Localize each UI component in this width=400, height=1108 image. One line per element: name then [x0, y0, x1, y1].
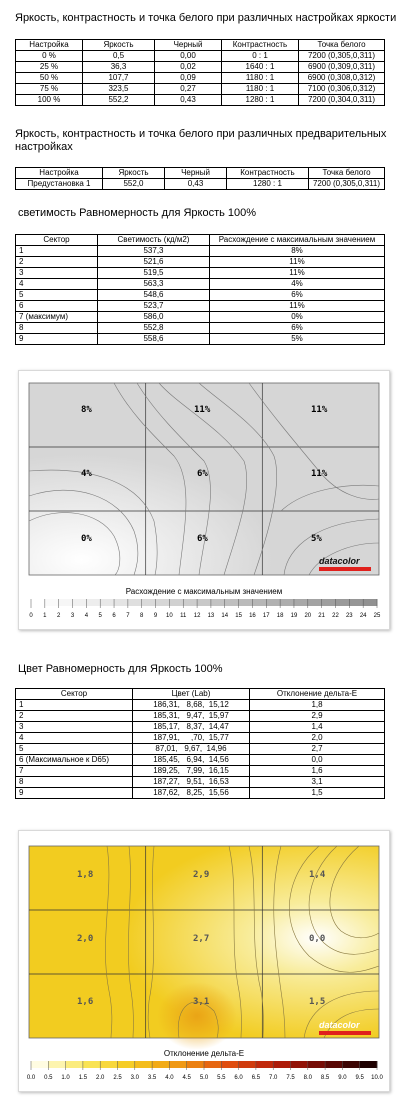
cell: 187,27, 9,51, 16,53: [133, 777, 250, 788]
cell: 1,4: [250, 722, 385, 733]
scale-swatch: [308, 599, 322, 606]
cell: 523,7: [98, 301, 210, 312]
cell: 1,8: [250, 700, 385, 711]
cell: 4: [16, 733, 133, 744]
table-row: [16, 279, 385, 290]
scale-swatch: [239, 599, 253, 606]
cell: 0,27: [155, 84, 222, 95]
scale-label: Отклонение дельта-E: [163, 1049, 245, 1058]
scale-swatch: [197, 599, 211, 606]
sector-value: 11%: [311, 469, 328, 479]
table-row: [16, 179, 385, 190]
section1-title: Яркость, контрастность и точка белого при различных настройках яркости: [15, 12, 397, 24]
table-row: [16, 711, 385, 722]
cell: 187,62, 8,25, 15,56: [133, 788, 250, 799]
cell: 87,01, 9,67, 14,96: [133, 744, 250, 755]
cell: 7200 (0,305,0,311): [299, 51, 385, 62]
col-header: Точка белого: [309, 168, 385, 179]
cell: 563,3: [98, 279, 210, 290]
scale-swatch: [256, 1061, 274, 1068]
cell: 2,9: [250, 711, 385, 722]
sector-value: 2,0: [77, 934, 94, 944]
scale-swatch: [66, 1061, 84, 1068]
scale-tick-label: 19: [290, 613, 298, 619]
scale-tick-label: 5.5: [217, 1075, 226, 1081]
cell: 0%: [210, 312, 385, 323]
sector-value: 6%: [197, 469, 208, 479]
scale-swatch: [335, 599, 349, 606]
scale-swatch: [273, 1061, 291, 1068]
table-row: [16, 755, 385, 766]
col-header: Настройка: [16, 40, 83, 51]
cell: 6%: [210, 290, 385, 301]
cell: 6900 (0,308,0,312): [299, 73, 385, 84]
sector-value: 3,1: [193, 997, 210, 1007]
scale-tick-label: 25: [373, 613, 381, 619]
logo-text: datacolor: [319, 556, 360, 566]
logo-bar: [319, 567, 371, 571]
cell: 7200 (0,305,0,311): [309, 179, 385, 190]
scale-tick-label: 7: [126, 613, 130, 619]
scale-swatch: [183, 599, 197, 606]
brightness-table: [15, 39, 385, 106]
scale-swatch: [252, 599, 266, 606]
section3-title: светимость Равномерность для Яркость 100%: [18, 207, 257, 219]
cell: 323,5: [83, 84, 155, 95]
scale-tick-label: 10.0: [371, 1075, 383, 1081]
cell: 558,6: [98, 334, 210, 345]
scale-tick-label: 2.0: [96, 1075, 105, 1081]
color-table: [15, 688, 385, 799]
scale-tick-label: 12: [193, 613, 201, 619]
sector-value: 1,6: [77, 997, 94, 1007]
col-header: Светимость (кд/м2): [98, 235, 210, 246]
sector-value: 11%: [311, 405, 328, 415]
cell: 0,0: [250, 755, 385, 766]
col-header: Цвет (Lab): [133, 689, 250, 700]
scale-swatch: [45, 599, 59, 606]
scale-tick-label: 3.0: [130, 1075, 139, 1081]
scale-tick-label: 16: [249, 613, 256, 619]
cell: 6 (Максимальное к D65): [16, 755, 133, 766]
cell: 7100 (0,306,0,312): [299, 84, 385, 95]
scale-swatch: [31, 1061, 49, 1068]
table-row: [16, 51, 385, 62]
cell: 5%: [210, 334, 385, 345]
cell: 1640 : 1: [222, 62, 299, 73]
table-row: [16, 290, 385, 301]
logo-bar: [319, 1031, 371, 1035]
cell: 0,09: [155, 73, 222, 84]
luminance-table: [15, 234, 385, 345]
cell: 1: [16, 246, 98, 257]
cell: 519,5: [98, 268, 210, 279]
scale-tick-label: 3: [70, 613, 75, 619]
cell: 0,00: [155, 51, 222, 62]
col-header: Яркость: [83, 40, 155, 51]
scale-tick-label: 8.0: [303, 1075, 312, 1081]
section4-title: Цвет Равномерность для Яркость 100%: [18, 663, 223, 675]
cell: 3: [16, 268, 98, 279]
scale-swatch: [363, 599, 377, 606]
col-header: Черный: [165, 168, 227, 179]
col-header: Сектор: [16, 689, 133, 700]
cell: 521,6: [98, 257, 210, 268]
color-scale: [19, 1061, 389, 1087]
cell: 185,45, 6,94, 14,56: [133, 755, 250, 766]
scale-tick-label: 13: [207, 613, 215, 619]
scale-swatch: [118, 1061, 136, 1068]
scale-label: Расхождение с максимальным значением: [125, 587, 283, 596]
scale-tick-label: 0: [29, 613, 33, 619]
scale-tick-label: 9: [153, 613, 158, 619]
scale-tick-label: 1.5: [78, 1075, 88, 1081]
cell: 586,0: [98, 312, 210, 323]
col-header: Контрастность: [222, 40, 299, 51]
scale-tick-label: 14: [221, 613, 229, 619]
cell: 11%: [210, 268, 385, 279]
scale-swatch: [135, 1061, 153, 1068]
scale-swatch: [325, 1061, 343, 1068]
table-row: [16, 62, 385, 73]
cell: 0,02: [155, 62, 222, 73]
scale-tick-label: 5: [98, 613, 102, 619]
cell: 6900 (0,309,0,311): [299, 62, 385, 73]
col-header: Настройка: [16, 168, 103, 179]
cell: 1,6: [250, 766, 385, 777]
scale-swatch: [73, 599, 87, 606]
scale-tick-label: 2.5: [113, 1075, 122, 1081]
scale-tick-label: 20: [304, 613, 312, 619]
table-row: [16, 84, 385, 95]
scale-swatch: [294, 599, 308, 606]
scale-tick-label: 9.5: [355, 1075, 364, 1081]
scale-tick-label: 4: [84, 613, 89, 619]
sector-value: 8%: [81, 405, 92, 415]
cell: 11%: [210, 257, 385, 268]
scale-swatch: [239, 1061, 257, 1068]
scale-tick-label: 1.0: [61, 1075, 70, 1081]
scale-swatch: [128, 599, 142, 606]
preset-table: [15, 167, 385, 190]
col-header: Черный: [155, 40, 222, 51]
cell: 186,31, 8,68, 15,12: [133, 700, 250, 711]
scale-tick-label: 11: [180, 613, 187, 619]
table-row: [16, 744, 385, 755]
cell: 4: [16, 279, 98, 290]
cell: 8%: [210, 246, 385, 257]
scale-swatch: [280, 599, 294, 606]
table-row: [16, 246, 385, 257]
cell: 185,31, 9,47, 15,97: [133, 711, 250, 722]
scale-swatch: [221, 1061, 239, 1068]
cell: 7: [16, 766, 133, 777]
scale-tick-label: 18: [276, 613, 284, 619]
cell: 185,17, 8,37, 14,47: [133, 722, 250, 733]
scale-swatch: [100, 599, 114, 606]
scale-tick-label: 1: [43, 613, 47, 619]
scale-tick-label: 7.0: [269, 1075, 278, 1081]
cell: 8: [16, 323, 98, 334]
scale-swatch: [349, 599, 363, 606]
sector-value: 5%: [311, 534, 322, 544]
sector-value: 0%: [81, 534, 92, 544]
scale-tick-label: 8: [140, 613, 144, 619]
section2-title-line1: Яркость, контрастность и точка белого при различных предварительных: [15, 128, 387, 140]
table-row: [16, 766, 385, 777]
scale-tick-label: 5.0: [199, 1075, 209, 1081]
scale-tick-label: 7.5: [286, 1075, 295, 1081]
datacolor-logo: [319, 1020, 375, 1036]
cell: 6%: [210, 323, 385, 334]
cell: 100 %: [16, 95, 83, 106]
scale-swatch: [169, 599, 183, 606]
scale-tick-label: 17: [262, 613, 270, 619]
cell: 6: [16, 301, 98, 312]
table-row: [16, 777, 385, 788]
table-row: [16, 700, 385, 711]
scale-tick-label: 3.5: [147, 1075, 157, 1081]
cell: 4%: [210, 279, 385, 290]
scale-tick-label: 15: [235, 613, 242, 619]
scale-tick-label: 21: [318, 613, 325, 619]
col-header: Яркость: [103, 168, 165, 179]
cell: 5: [16, 744, 133, 755]
cell: 107,7: [83, 73, 155, 84]
scale-swatch: [31, 599, 45, 606]
datacolor-logo: [319, 556, 375, 572]
scale-tick-label: 10: [166, 613, 173, 619]
cell: 25 %: [16, 62, 83, 73]
cell: 3: [16, 722, 133, 733]
scale-swatch: [204, 1061, 222, 1068]
table-row: [16, 312, 385, 323]
table-row: [16, 334, 385, 345]
color-uniformity-panel: [18, 830, 390, 1092]
cell: 1,5: [250, 788, 385, 799]
scale-tick-label: 6: [112, 613, 116, 619]
cell: 187,91, ,70, 15,77: [133, 733, 250, 744]
scale-swatch: [360, 1061, 378, 1068]
col-header: Расхождение с максимальным значением: [210, 235, 385, 246]
scale-swatch: [187, 1061, 205, 1068]
cell: 36,3: [83, 62, 155, 73]
cell: 9: [16, 334, 98, 345]
table-row: [16, 73, 385, 84]
scale-tick-label: 9.0: [338, 1075, 347, 1081]
cell: 0 %: [16, 51, 83, 62]
table-row: [16, 257, 385, 268]
scale-swatch: [266, 599, 280, 606]
scale-swatch: [308, 1061, 326, 1068]
table-row: [16, 788, 385, 799]
section2-title-line2: настройках: [15, 141, 73, 153]
sector-value: 1,4: [309, 870, 326, 880]
scale-tick-label: 0.0: [26, 1075, 36, 1081]
table-row: [16, 268, 385, 279]
scale-swatch: [100, 1061, 118, 1068]
cell: 552,0: [103, 179, 165, 190]
cell: 5: [16, 290, 98, 301]
col-header: Точка белого: [299, 40, 385, 51]
cell: 189,25, 7,99, 16,15: [133, 766, 250, 777]
cell: 11%: [210, 301, 385, 312]
sector-value: 11%: [194, 405, 211, 415]
scale-tick-label: 4.5: [182, 1075, 191, 1081]
cell: 0,43: [155, 95, 222, 106]
cell: 552,2: [83, 95, 155, 106]
scale-swatch: [342, 1061, 360, 1068]
cell: 552,8: [98, 323, 210, 334]
scale-swatch: [225, 599, 239, 606]
table-row: [16, 95, 385, 106]
sector-value: 6%: [197, 534, 208, 544]
scale-tick-label: 6.5: [251, 1075, 261, 1081]
cell: 1: [16, 700, 133, 711]
cell: 0 : 1: [222, 51, 299, 62]
cell: 2: [16, 711, 133, 722]
section2-title: [15, 128, 386, 154]
cell: 50 %: [16, 73, 83, 84]
cell: 0,43: [165, 179, 227, 190]
cell: 2: [16, 257, 98, 268]
cell: 9: [16, 788, 133, 799]
scale-swatch: [83, 1061, 101, 1068]
logo-text: datacolor: [319, 1020, 360, 1030]
cell: 7 (максимум): [16, 312, 98, 323]
scale-swatch: [291, 1061, 309, 1068]
cell: 0,5: [83, 51, 155, 62]
cell: 1180 : 1: [222, 84, 299, 95]
cell: 1280 : 1: [222, 95, 299, 106]
luminance-uniformity-panel: [18, 370, 390, 630]
scale-swatch: [156, 599, 170, 606]
cell: 1180 : 1: [222, 73, 299, 84]
scale-swatch: [152, 1061, 170, 1068]
cell: 2,0: [250, 733, 385, 744]
table-row: [16, 733, 385, 744]
sector-value: 2,9: [193, 870, 210, 880]
scale-tick-label: 0.5: [44, 1075, 53, 1081]
scale-tick-label: 24: [359, 613, 367, 619]
cell: 548,6: [98, 290, 210, 301]
scale-tick-label: 8.5: [320, 1075, 330, 1081]
col-header: Сектор: [16, 235, 98, 246]
scale-tick-label: 23: [345, 613, 353, 619]
table-row: [16, 301, 385, 312]
scale-swatch: [114, 599, 128, 606]
sector-value: 1,8: [77, 870, 94, 880]
cell: 2,7: [250, 744, 385, 755]
scale-tick-label: 6.0: [234, 1075, 243, 1081]
sector-value: 0,0: [309, 934, 326, 944]
scale-tick-label: 22: [332, 613, 339, 619]
sector-value: 2,7: [193, 934, 210, 944]
table-row: [16, 323, 385, 334]
color-scale: [19, 599, 389, 625]
cell: Предустановка 1: [16, 179, 103, 190]
scale-swatch: [48, 1061, 66, 1068]
cell: 8: [16, 777, 133, 788]
hotspot: [157, 982, 237, 1050]
sector-value: 4%: [81, 469, 92, 479]
scale-tick-label: 4.0: [165, 1075, 174, 1081]
cell: 537,3: [98, 246, 210, 257]
cell: 75 %: [16, 84, 83, 95]
cell: 1280 : 1: [227, 179, 309, 190]
scale-swatch: [322, 599, 336, 606]
scale-swatch: [86, 599, 100, 606]
scale-swatch: [211, 599, 225, 606]
sector-value: 1,5: [309, 997, 326, 1007]
scale-tick-label: 2: [57, 613, 61, 619]
scale-swatch: [59, 599, 73, 606]
scale-swatch: [142, 599, 156, 606]
col-header: Отклонение дельта-E: [250, 689, 385, 700]
col-header: Контрастность: [227, 168, 309, 179]
scale-swatch: [169, 1061, 187, 1068]
cell: 3,1: [250, 777, 385, 788]
table-row: [16, 722, 385, 733]
cell: 7200 (0,304,0,311): [299, 95, 385, 106]
